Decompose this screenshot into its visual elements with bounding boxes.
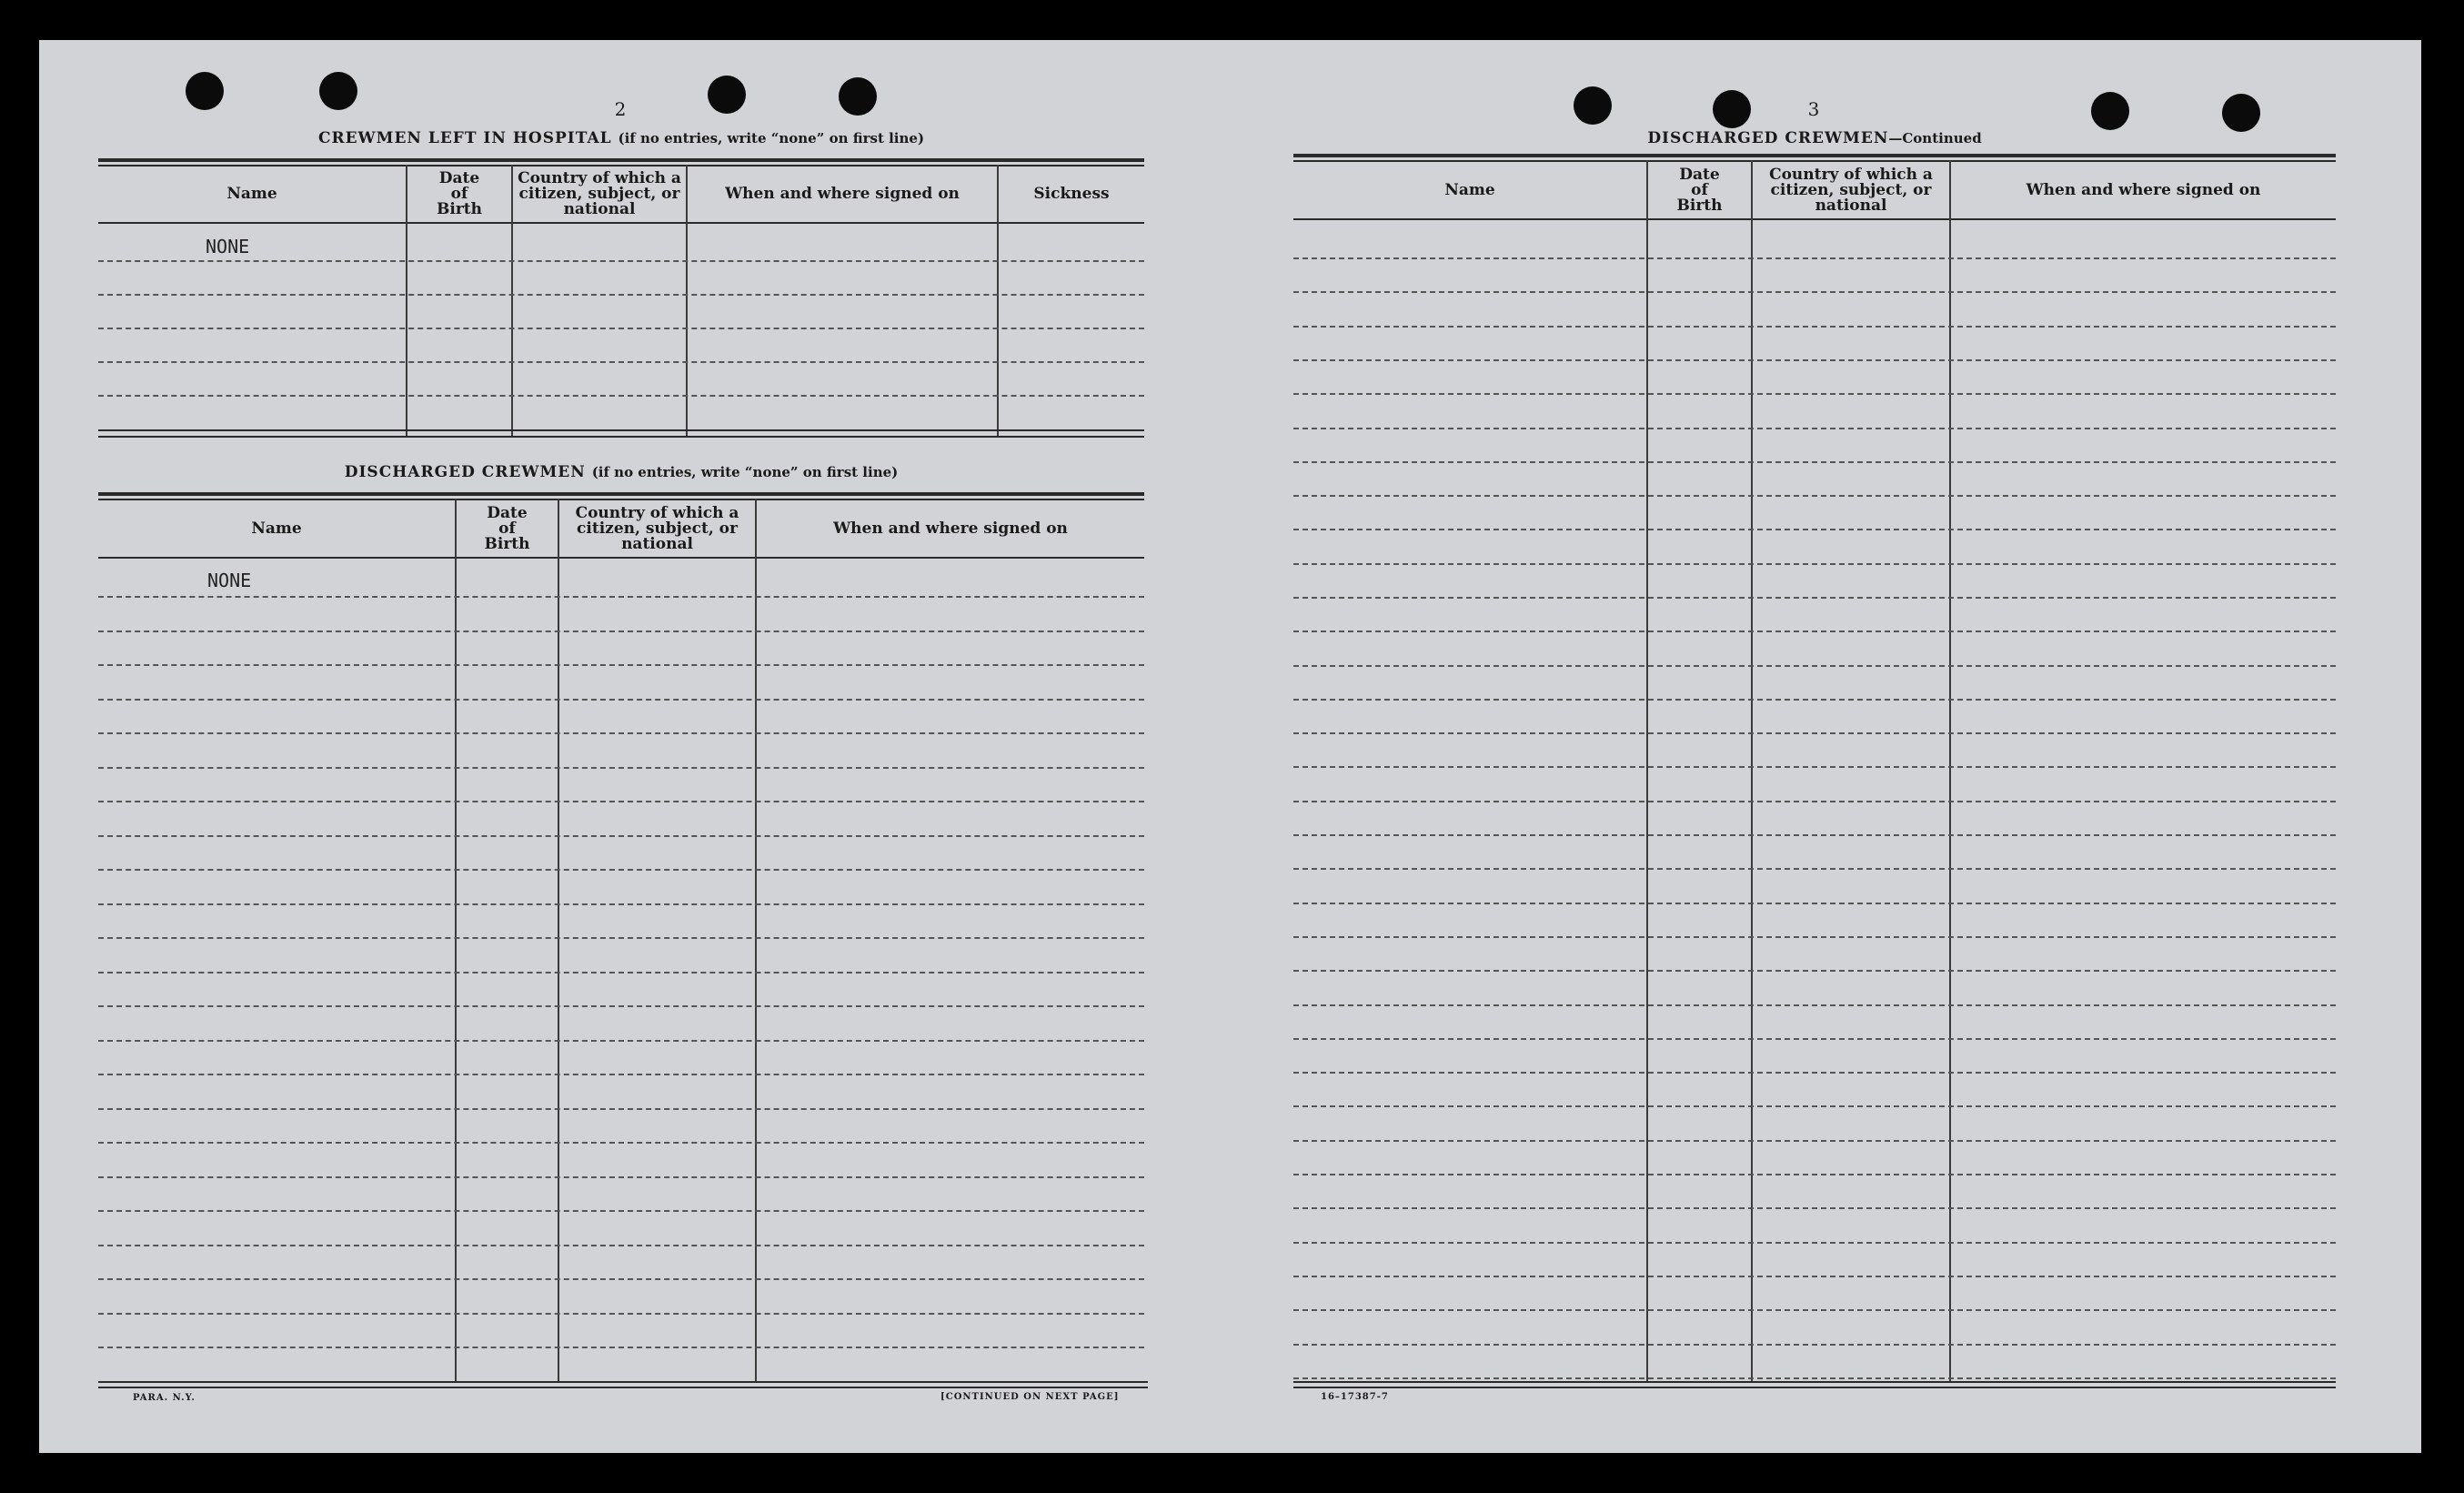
form-row-line xyxy=(98,294,1144,296)
form-row-line xyxy=(1293,529,2336,530)
form-row-line xyxy=(1293,801,2336,802)
form-row-line xyxy=(98,1347,1144,1348)
form-row-line xyxy=(1293,326,2336,328)
right-col-name: Name xyxy=(1444,180,1495,199)
form-row-line xyxy=(98,395,1144,397)
page-number-left: 2 xyxy=(614,98,627,120)
punch-hole xyxy=(708,76,746,114)
form-row-line xyxy=(1293,1309,2336,1311)
footer-continued: [CONTINUED ON NEXT PAGE] xyxy=(940,1392,1120,1402)
hospital-col-signed: When and where signed on xyxy=(725,184,960,203)
form-row-line xyxy=(1293,1377,2336,1379)
right-col-signed: When and where signed on xyxy=(2026,180,2261,199)
right-section-title xyxy=(1293,129,2336,147)
hospital-note: (if no entries, write “none” on first line) xyxy=(618,130,925,146)
punch-hole xyxy=(2222,94,2260,132)
form-row-line xyxy=(98,1005,1144,1007)
form-row-line xyxy=(1293,495,2336,497)
form-row-line xyxy=(98,903,1144,905)
form-row-line xyxy=(98,767,1144,769)
hospital-col-name: Name xyxy=(226,184,277,203)
discharged-col-dob: Date of Birth xyxy=(484,503,530,553)
form-row-line xyxy=(98,1245,1144,1246)
rule xyxy=(1293,1387,2336,1388)
rule xyxy=(98,1381,1148,1383)
column-divider xyxy=(1751,160,1753,1381)
form-row-line xyxy=(98,596,1144,598)
form-row-line xyxy=(98,1074,1144,1075)
form-row-line xyxy=(98,732,1144,734)
form-row-line xyxy=(1293,597,2336,599)
form-row-line xyxy=(1293,1276,2336,1277)
form-row-line xyxy=(98,937,1144,939)
form-row-line xyxy=(98,1108,1144,1110)
hospital-col-sickness: Sickness xyxy=(1033,184,1110,203)
form-row-line xyxy=(98,972,1144,973)
form-row-line xyxy=(98,260,1144,262)
right-title: DISCHARGED CREWMEN xyxy=(1647,129,1889,147)
form-row-line xyxy=(1293,1174,2336,1175)
form-row-line xyxy=(98,801,1144,802)
form-row-line xyxy=(1293,291,2336,293)
rule xyxy=(98,158,1144,162)
form-row-line xyxy=(98,1040,1144,1042)
form-row-line xyxy=(1293,1207,2336,1209)
rule xyxy=(98,429,1144,431)
form-row-line xyxy=(1293,970,2336,972)
hospital-section-title xyxy=(98,129,1144,147)
punch-hole xyxy=(1574,86,1612,125)
punch-hole xyxy=(839,77,877,116)
rule xyxy=(1293,218,2336,220)
form-row-line xyxy=(1293,936,2336,938)
form-row-line xyxy=(1293,903,2336,904)
form-row-line xyxy=(1293,428,2336,429)
form-row-line xyxy=(1293,1344,2336,1346)
form-row-line xyxy=(1293,834,2336,836)
discharged-col-name: Name xyxy=(251,519,302,538)
form-row-line xyxy=(1293,1004,2336,1006)
form-row-line xyxy=(98,869,1144,871)
form-row-line xyxy=(1293,1038,2336,1040)
form-row-line xyxy=(98,664,1144,666)
rule xyxy=(98,436,1144,438)
discharged-col-country: Country of which a citizen, subject, or national xyxy=(575,503,739,553)
discharged-entry: NONE xyxy=(207,570,252,591)
form-row-line xyxy=(1293,563,2336,565)
punch-hole xyxy=(186,72,224,110)
rule xyxy=(1293,1381,2336,1383)
form-row-line xyxy=(1293,1242,2336,1244)
form-row-line xyxy=(98,328,1144,329)
form-row-line xyxy=(1293,699,2336,701)
form-row-line xyxy=(1293,630,2336,632)
form-row-line xyxy=(1293,1140,2336,1142)
rule xyxy=(98,492,1144,496)
footer-form-number: 16–17387-7 xyxy=(1321,1392,1389,1402)
hospital-col-country: Country of which a citizen, subject, or national xyxy=(518,168,681,218)
discharged-note: (if no entries, write “none” on first line) xyxy=(591,464,899,480)
punch-hole xyxy=(2091,92,2129,130)
rule xyxy=(98,222,1144,224)
rule xyxy=(98,557,1144,559)
hospital-col-dob: Date of Birth xyxy=(437,168,482,218)
form-row-line xyxy=(1293,1072,2336,1074)
right-title-suffix: —Continued xyxy=(1888,130,1982,146)
column-divider xyxy=(1949,160,1951,1381)
form-row-line xyxy=(1293,766,2336,768)
form-row-line xyxy=(98,699,1144,701)
footer-printer: PARA. N.Y. xyxy=(133,1393,196,1403)
form-row-line xyxy=(98,361,1144,363)
form-row-line xyxy=(98,1278,1144,1280)
form-row-line xyxy=(1293,868,2336,870)
discharged-title: DISCHARGED CREWMEN xyxy=(344,463,586,481)
column-divider xyxy=(1646,160,1648,1381)
form-row-line xyxy=(1293,257,2336,259)
form-row-line xyxy=(98,630,1144,632)
form-row-line xyxy=(1293,461,2336,463)
form-row-line xyxy=(98,835,1144,837)
form-row-line xyxy=(98,1142,1144,1144)
form-row-line xyxy=(1293,732,2336,734)
form-row-line xyxy=(1293,393,2336,395)
punch-hole xyxy=(1713,90,1751,128)
right-col-country: Country of which a citizen, subject, or national xyxy=(1769,165,1933,215)
right-col-dob: Date of Birth xyxy=(1676,165,1723,215)
discharged-col-signed: When and where signed on xyxy=(833,519,1068,538)
rule xyxy=(1293,154,2336,157)
discharged-section-title xyxy=(98,463,1144,481)
form-row-line xyxy=(98,1176,1144,1178)
form-row-line xyxy=(1293,359,2336,361)
form-row-line xyxy=(1293,665,2336,667)
rule xyxy=(98,1387,1148,1388)
page-number-right: 3 xyxy=(1807,98,1820,120)
hospital-title: CREWMEN LEFT IN HOSPITAL xyxy=(317,129,612,147)
form-row-line xyxy=(98,1210,1144,1212)
form-row-line xyxy=(98,1313,1144,1315)
form-row-line xyxy=(1293,1105,2336,1107)
hospital-entry: NONE xyxy=(206,236,250,257)
punch-hole xyxy=(319,72,357,110)
